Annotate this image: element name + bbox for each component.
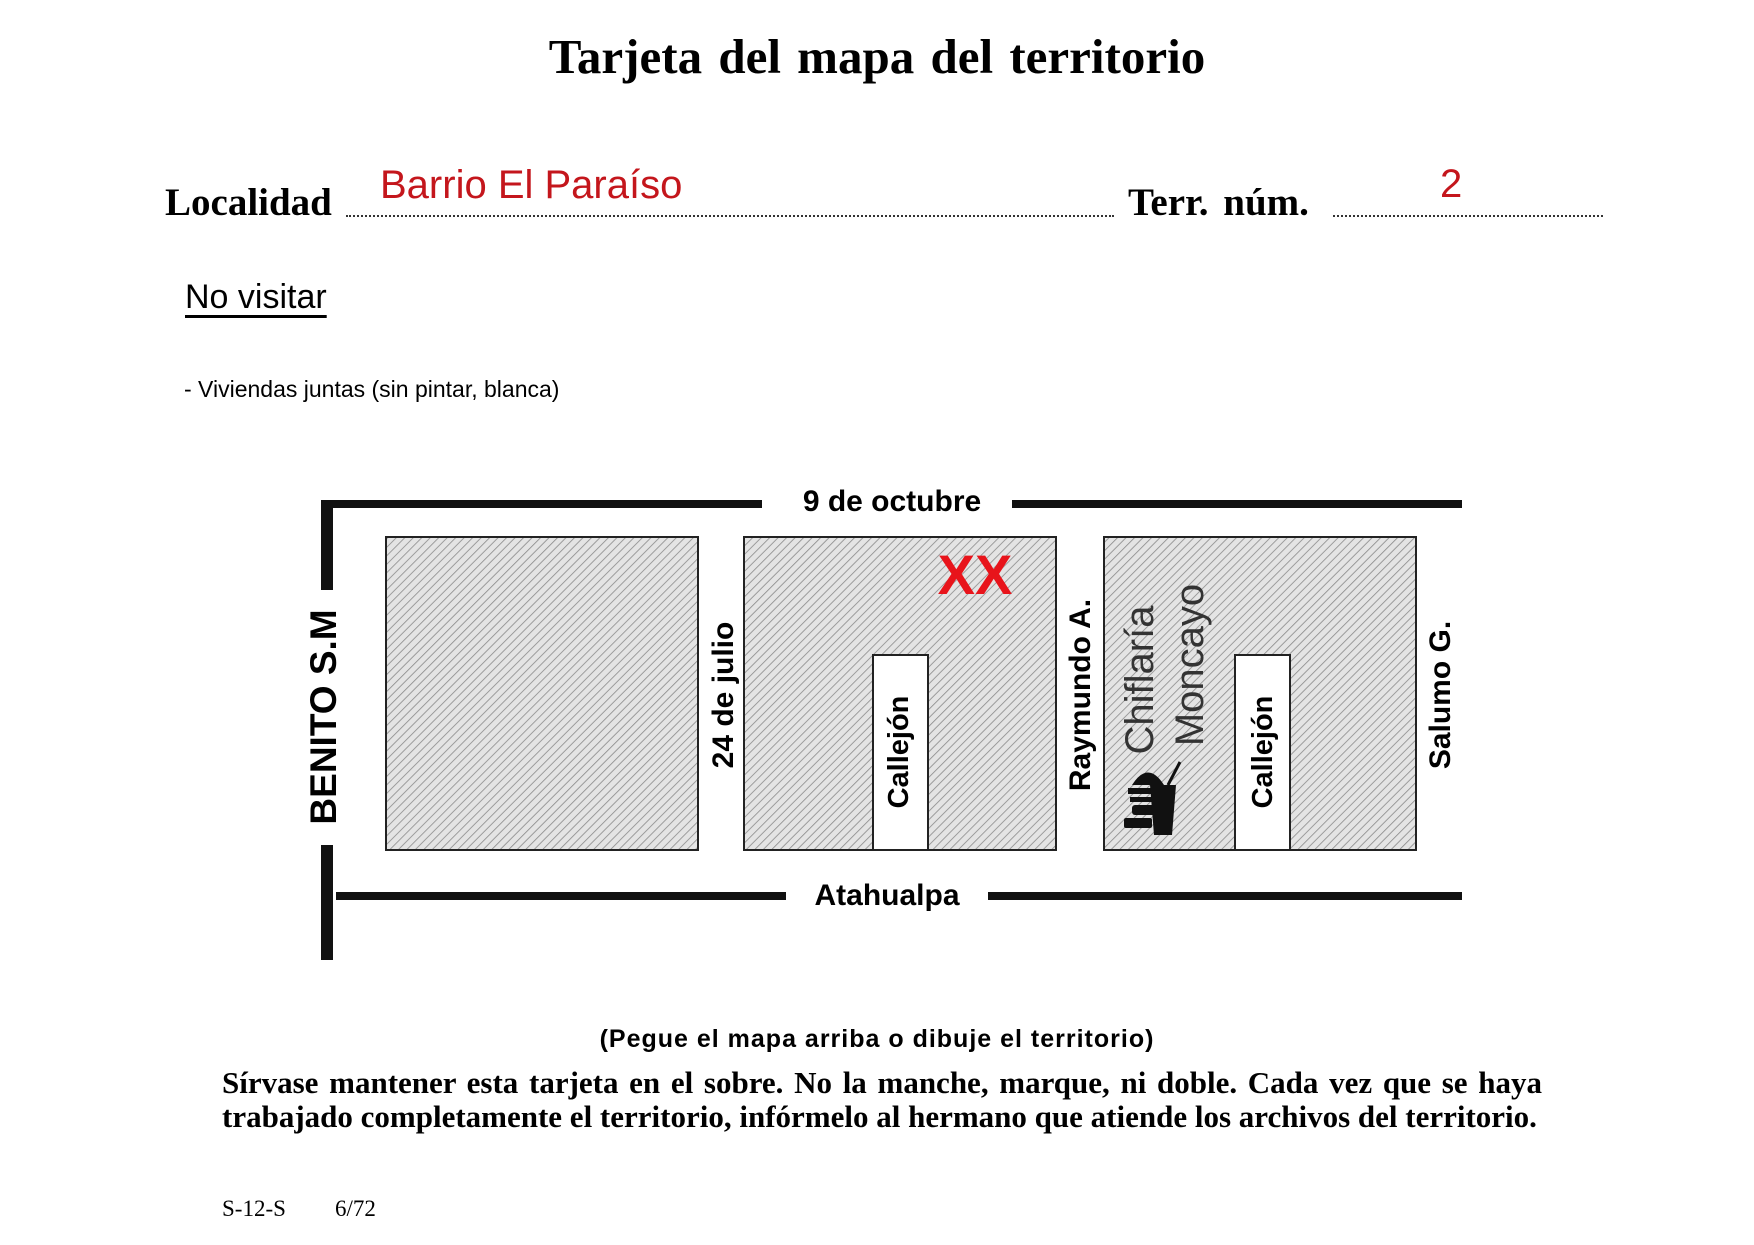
business-name-line2: Moncayo: [1168, 583, 1212, 747]
drink-cup: [1150, 785, 1176, 835]
street-label-raymundo: Raymundo A.: [1064, 598, 1097, 792]
form-date: 6/72: [335, 1196, 376, 1221]
alley-label-1: Callejón: [883, 695, 915, 809]
street-label-left: BENITO S.M: [303, 609, 344, 825]
no-visit-item: - Viviendas juntas (sin pintar, blanca): [184, 376, 560, 402]
business-name-line1: Chiflaría: [1118, 605, 1162, 755]
terr-value: 2: [1440, 162, 1463, 206]
terr-label: Terr. núm.: [1128, 181, 1309, 224]
map-caption: (Pegue el mapa arriba o dibuje el territorio): [599, 1025, 1155, 1053]
street-label-bottom: Atahualpa: [814, 879, 960, 912]
block-1: [386, 537, 698, 850]
locality-value: Barrio El Paraíso: [380, 163, 683, 207]
alley-label-2: Callejón: [1247, 695, 1279, 809]
street-label-top: 9 de octubre: [802, 485, 982, 518]
page-title: Tarjeta del mapa del territorio: [548, 29, 1206, 84]
street-label-24-julio: 24 de julio: [707, 621, 740, 769]
no-visit-marker: XX: [937, 543, 1013, 606]
no-visit-heading: No visitar: [185, 278, 327, 316]
form-code: S-12-S: [222, 1196, 286, 1221]
locality-label: Localidad: [165, 181, 332, 224]
instructions-text: Sírvase mantener esta tarjeta en el sobre. No la manche, marque, ni doble. Cada vez que se haya trabajado completamente el territorio, infórmelo al hermano que atiende los archivos del territorio.: [222, 1065, 1542, 1134]
fries-box: [1124, 818, 1152, 828]
street-label-salumo: Salumo G.: [1424, 620, 1457, 770]
